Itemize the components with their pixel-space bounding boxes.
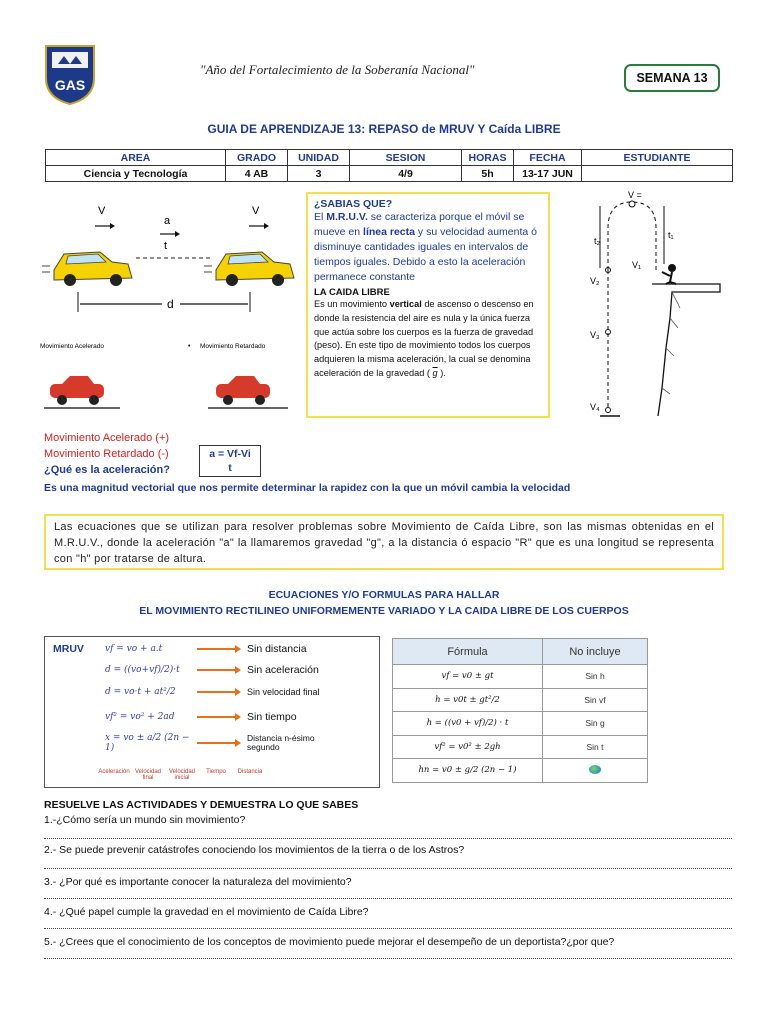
info-header: GRADO	[226, 150, 288, 166]
mruv-formula-row	[105, 733, 327, 753]
gravity-symbol: $\overline{g}$	[432, 367, 438, 378]
text-span: vertical	[389, 299, 422, 309]
text-span: El	[314, 211, 327, 223]
mruv-formula-row	[105, 687, 320, 697]
mruv-formula-row	[105, 711, 297, 723]
formula-table-header	[393, 639, 648, 665]
excludes-cell	[543, 759, 648, 783]
info-header: HORAS	[462, 150, 514, 166]
formula-cell: vf² = v0² ± 2gh	[393, 735, 543, 759]
formula-row	[393, 712, 648, 736]
answer-line-3[interactable]	[44, 898, 732, 899]
student-field[interactable]	[582, 166, 733, 182]
formula-cell: h = v0t ± gt²/2	[393, 688, 543, 712]
formula-cell: hn = v0 ± g/2 (2n − 1)	[393, 759, 543, 783]
text-span: de ascenso o descenso en donde la resistencia del aire es nula y la única fuerza que actúa sobre los cuerpos es la fuerza de gravedad (peso). En este tipo de movimiento todos los cuerpos adquieren la misma aceleración, la cual se denomina aceleración de la gravedad (	[314, 299, 534, 378]
question-3: 3.- ¿Por qué es importante conocer la naturaleza del movimiento?	[44, 876, 352, 888]
mruv-definition	[314, 210, 542, 285]
mruv-note: Sin tiempo	[247, 711, 297, 723]
red-car-icon	[44, 376, 120, 408]
formula-numerator: a = Vf-Vi	[209, 448, 251, 460]
text-span: línea recta	[363, 226, 415, 238]
answer-line-5[interactable]	[44, 958, 732, 959]
arrow-icon	[197, 648, 239, 650]
text-span: se caracteriza porque el móvil se mueve en	[314, 211, 525, 238]
question-1: 1.-¿Cómo sería un mundo sin movimiento?	[44, 814, 246, 826]
acceleration-question: ¿Qué es la aceleración?	[44, 464, 170, 476]
mruv-note: Distancia n-ésimo segundo	[247, 733, 315, 752]
did-you-know-title: ¿SABIAS QUE?	[314, 198, 393, 210]
arrow-icon	[197, 669, 239, 671]
globe-icon	[589, 765, 601, 774]
mruv-car-diagram	[40, 196, 302, 426]
retarded-caption: Movimiento Retardado	[200, 343, 266, 350]
velocity-label-right: V	[252, 205, 260, 217]
info-cell: 5h	[462, 166, 514, 182]
formula-row	[393, 759, 648, 783]
school-logo	[44, 44, 96, 106]
answer-line-2[interactable]	[44, 868, 732, 869]
mruv-formula: vf² = vo² + 2ad	[105, 712, 175, 722]
formula-denominator: t	[228, 462, 232, 474]
formula-header: Fórmula	[393, 639, 543, 665]
bullet: •	[188, 343, 191, 350]
free-fall-formula-table	[392, 638, 648, 783]
formula-row	[393, 688, 648, 712]
question-4: 4.- ¿Qué papel cumple la gravedad en el movimiento de Caída Libre?	[44, 906, 369, 918]
free-fall-title: LA CAIDA LIBRE	[314, 287, 390, 298]
excludes-cell: Sin g	[543, 712, 648, 736]
time-label: t	[164, 240, 168, 252]
week-badge: SEMANA 13	[624, 64, 720, 92]
equations-title-line2: EL MOVIMIENTO RECTILINEO UNIFORMEMENTE VARIADO Y LA CAIDA LIBRE DE LOS CUERPOS	[139, 605, 629, 617]
accelerated-motion: Movimiento Acelerado (+)	[44, 432, 170, 444]
info-cell: 3	[288, 166, 350, 182]
guide-title: GUIA DE APRENDIZAJE 13: REPASO de MRUV Y Caída LIBRE	[207, 122, 561, 136]
acceleration-formula-box	[199, 445, 261, 477]
text-span: y su velocidad aumenta ó disminuye cantidades iguales en intervalos de tiempos iguales. Debido a esto la aceleración permanece constante	[314, 226, 537, 283]
excludes-header: No incluye	[543, 639, 648, 665]
formula-cell: vf = v0 ± gt	[393, 665, 543, 689]
activities-title: RESUELVE LAS ACTIVIDADES Y DEMUESTRA LO QUE SABES	[44, 799, 359, 811]
legend-item: Tiempo	[206, 769, 226, 775]
motto: "Año del Fortalecimiento de la Soberanía Nacional"	[200, 62, 475, 77]
red-car-icon	[208, 376, 288, 408]
legend-item: Distancia	[237, 769, 263, 775]
formula-row	[393, 735, 648, 759]
v2-label: V₂	[590, 276, 600, 286]
excludes-cell: Sin t	[543, 735, 648, 759]
excludes-cell: Sin h	[543, 665, 648, 689]
accelerated-caption: Movimiento Acelerado	[40, 343, 104, 350]
acceleration-label: a	[164, 215, 171, 227]
excludes-cell: Sin vf	[543, 688, 648, 712]
t1-label: t₁	[668, 230, 674, 240]
mruv-formula-panel	[44, 636, 380, 788]
mruv-legend	[97, 769, 267, 781]
text-span: Es un movimiento	[314, 299, 390, 309]
arrow-icon	[197, 716, 239, 718]
mruv-formula-row	[105, 643, 307, 655]
yellow-car-icon	[204, 252, 294, 286]
arrow-icon	[197, 691, 239, 693]
info-value-row	[46, 166, 733, 182]
formula-cell: h = ((v0 + vf)/2) · t	[393, 712, 543, 736]
yellow-car-icon	[42, 252, 132, 286]
answer-line-1[interactable]	[44, 838, 732, 839]
equations-note-box: Las ecuaciones que se utilizan para resolver problemas sobre Movimiento de Caída Libre, son las mismas obtenidas en el M.R.U.V., donde la aceleración "a" la llamaremos gravedad "g", a la distancia ó espacio "R" que es una longitud se representa con "h" por tratarse de altura.	[44, 514, 724, 570]
mruv-formula: d = vo·t + at²/2	[105, 687, 176, 697]
person-icon	[662, 264, 676, 284]
free-fall-definition	[314, 298, 542, 381]
question-5: 5.- ¿Crees que el conocimiento de los conceptos de movimiento puede mejorar el desempeño de un deportista?¿por que?	[44, 936, 615, 948]
retarded-motion: Movimiento Retardado (-)	[44, 448, 169, 460]
info-header: SESION	[350, 150, 462, 166]
v3-label: V₃	[590, 330, 600, 340]
mruv-note: Sin velocidad final	[247, 687, 320, 697]
mruv-label: MRUV	[53, 643, 84, 655]
legend-item: Velocidad inicial	[168, 769, 196, 781]
info-header-row	[46, 150, 733, 166]
arrow-icon	[197, 742, 239, 744]
equations-title-line1: ECUACIONES Y/O FORMULAS PARA HALLAR	[268, 589, 500, 601]
mruv-formula: vf = vo + a.t	[105, 644, 163, 654]
info-header: FECHA	[514, 150, 582, 166]
info-cell: 13-17 JUN	[514, 166, 582, 182]
legend-item: Velocidad final	[134, 769, 162, 781]
mruv-formula-row	[105, 664, 319, 676]
question-2: 2.- Se puede prevenir catástrofes conociendo los movimientos de la tierra o de los Astros?	[44, 844, 465, 856]
logo-text: GAS	[54, 77, 86, 93]
formula-row	[393, 665, 648, 689]
did-you-know-box	[306, 192, 550, 418]
info-header: AREA	[46, 150, 226, 166]
acceleration-definition: Es una magnitud vectorial que nos permite determinar la rapidez con la que un móvil cambia la velocidad	[44, 482, 571, 494]
answer-line-4[interactable]	[44, 928, 732, 929]
mruv-formula: d = ((vo+vf)/2)·t	[105, 665, 180, 675]
text-span: M.R.U.V.	[326, 211, 368, 223]
mruv-formula: x = vo ± a/2 (2n − 1)	[105, 733, 190, 753]
info-cell: 4/9	[350, 166, 462, 182]
top-velocity-label: V =	[628, 190, 642, 200]
velocity-label-left: V	[98, 205, 106, 217]
mruv-note: Sin aceleración	[247, 664, 319, 676]
free-fall-diagram	[560, 188, 730, 420]
info-header: ESTUDIANTE	[582, 150, 733, 166]
legend-item: Aceleración	[98, 769, 130, 775]
t2-label: t₂	[594, 236, 600, 246]
info-table	[45, 149, 733, 182]
v4-label: V₄	[590, 402, 600, 412]
text-span: ).	[437, 367, 446, 378]
mruv-note: Sin distancia	[247, 643, 307, 655]
v1-label: V₁	[632, 260, 642, 270]
distance-label: d	[167, 297, 174, 311]
info-cell: Ciencia y Tecnología	[46, 166, 226, 182]
info-cell: 4 AB	[226, 166, 288, 182]
info-header: UNIDAD	[288, 150, 350, 166]
